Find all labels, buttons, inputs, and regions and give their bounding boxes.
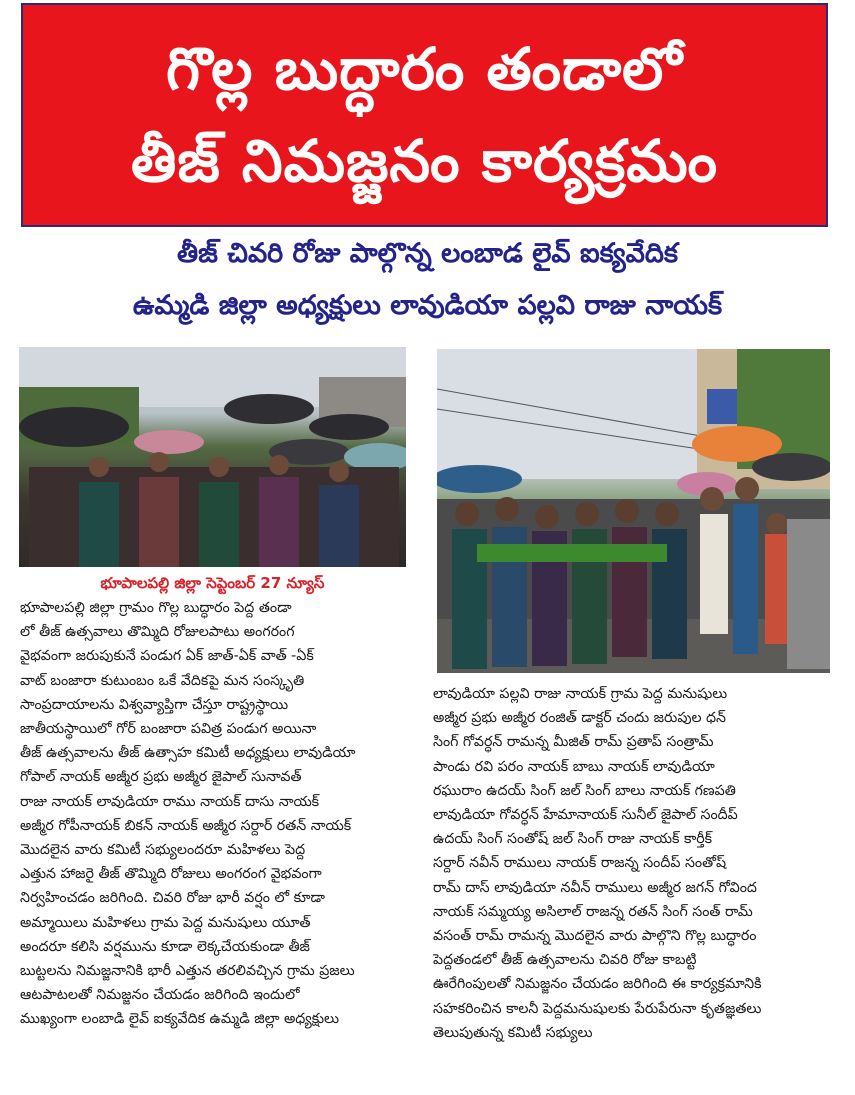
- body-line: లావుడియా గోవర్ధన్ హేమానాయక్ సునీల్ జైపాల్ సందీప్: [433, 807, 738, 824]
- body-line: లావుడియా పల్లవి రాజు నాయక్ గ్రామ పెద్ద మనుషులు: [433, 686, 728, 702]
- body-line: ముఖ్యంగా లంబాడి లైవ్ ఐక్యవేదిక ఉమ్మడి జిల్లా అధ్యక్షులు: [20, 1011, 340, 1028]
- photo-women-with-umbrellas: [19, 347, 406, 567]
- body-line: రామ్ దాస్ లావుడియా నవీన్ రాములు అజ్మీర జగన్ గోవింద: [433, 879, 757, 896]
- body-line: గోపాల్ నాయక్ అజ్మీర ప్రభు అజ్మీర జైపాల్ సునావత్: [20, 769, 302, 786]
- body-line: లో తీజ్ ఉత్సవాలు తొమ్మిది రోజులపాటు అంగరంగ: [20, 624, 295, 641]
- body-line: అజ్మీర గోపీనాయక్ బికన్ నాయక్ అజ్మీర సర్దార్ రతన్ నాయక్: [20, 817, 352, 834]
- body-line: పెద్దతండలో తీజ్ ఉత్సవాలను చివరి రోజు కాబట్టి: [433, 952, 697, 969]
- body-line: వసంత్ రామ్ రామన్న మొదలైన వారు పాల్గొని గొల్ల బుద్ధారం: [433, 928, 757, 945]
- body-line: సర్దార్ నవీన్ రాములు నాయక్ రాజన్న సందీప్ సంతోష్: [433, 855, 727, 872]
- body-line: జాతీయస్థాయిలో గోర్ బంజారా పవిత్ర పండుగ అయినా: [20, 721, 317, 738]
- body-line: పాండు రవి పరం నాయక్ బాబు నాయక్ లావుడియా: [433, 758, 715, 775]
- article-column-left: [20, 596, 415, 1032]
- body-line: రాజు నాయక్ లావుడియా రాము నాయక్ దాసు నాయక్: [20, 793, 320, 810]
- dateline-caption: భూపాలపల్లి జిల్లా సెప్టెంబర్ 27 న్యూస్: [100, 574, 325, 592]
- headline-line-2: తీజ్ నిమజ్జనం కార్యక్రమం: [130, 127, 719, 195]
- body-line: సహకరించిన కాలనీ పెద్దమనుషులకు పేరుపేరునా కృతజ్ఞతలు: [433, 1000, 762, 1017]
- body-line: అజ్మీర ప్రభు అజ్మీర రంజిత్ డాక్టర్ చందు జరుపుల ధన్: [433, 710, 727, 727]
- body-line: ఆటపాటలతో నిమజ్జనం చేయడం జరిగింది ఇందులో: [20, 987, 300, 1004]
- body-line: అమ్మాయిలు మహిళలు గ్రామ పెద్ద మనుషులు యూత్: [20, 914, 311, 931]
- body-line: నిర్వహించడం జరిగింది. చివరి రోజు భారీ వర్షం లో కూడా: [20, 890, 325, 907]
- subheadline-line-1: తీజ్ చివరి రోజు పాల్గొన్న లంబాడ లైవ్ ఐక్యవేదిక: [177, 238, 678, 269]
- body-line: భూపాలపల్లి జిల్లా గ్రామం గొల్ల బుద్ధారం పెద్ద తండా: [20, 600, 292, 616]
- article-column-right: [433, 682, 833, 1045]
- body-line: సింగ్ గోవర్ధన్ రామన్న మీజిత్ రామ్ ప్రతాప్ సంత్రామ్: [433, 734, 714, 751]
- body-line: మొదలైన వారు కమిటీ సభ్యులందరూ మహిళలు పెద్ద: [20, 842, 306, 859]
- body-line: అందరూ కలిసి వర్షమును కూడా లెక్కచేయకుండా తీజ్: [20, 938, 310, 955]
- body-line: తీజ్ ఉత్సవాలను తీజ్ ఉత్సాహ కమిటీ అధ్యక్షులు లావుడియా: [20, 745, 356, 762]
- body-line: రఘురాం ఉదయ్ సింగ్ జల్ సింగ్ బాలు నాయక్ గణపతి: [433, 782, 736, 799]
- body-line: బుట్టలను నిమజ్జనానికి భారీ ఎత్తున తరలివచ్చిన గ్రామ ప్రజలు: [20, 963, 355, 980]
- subheadline-line-2: ఉమ్మడి జిల్లా అధ్యక్షులు లావుడియా పల్లవి రాజు నాయక్: [132, 290, 723, 321]
- body-line: తెలుపుతున్న కమిటీ సభ్యులు: [433, 1024, 593, 1041]
- headline-banner: [21, 3, 828, 227]
- photo-women-carrying-seedlings: [437, 349, 830, 673]
- body-line: నాయక్ సమ్మయ్య అసిలాల్ రాజన్న రతన్ సింగ్ సంత్ రామ్: [433, 903, 753, 920]
- body-line: ఉదయ్ సింగ్ సంతోష్ జల్ సింగ్ రాజు నాయక్ కార్తీక్: [433, 831, 713, 848]
- body-line: వైభవంగా జరుపుకునే పండుగ ఏక్ జాత్-ఏక్ వాత్ -ఏక్: [20, 648, 314, 665]
- body-line: ఎత్తున హాజరై తీజ్ తొమ్మిది రోజులు అంగరంగ వైభవంగా: [20, 866, 322, 883]
- headline-line-1: గొల్ల బుద్ధారం తండాలో: [166, 35, 683, 103]
- body-line: సాంప్రదాయాలను విశ్వవ్యాప్తిగా చేస్తూ రాష్ట్రస్థాయి: [20, 696, 289, 713]
- body-line: వాట్ బంజారా కుటుంబం ఒకే వేదికపై మన సంస్కృతి: [20, 672, 305, 689]
- body-line: ఊరేగింపులతో నిమజ్జనం చేయడం జరిగింది ఈ కార్యక్రమానికి: [433, 976, 762, 993]
